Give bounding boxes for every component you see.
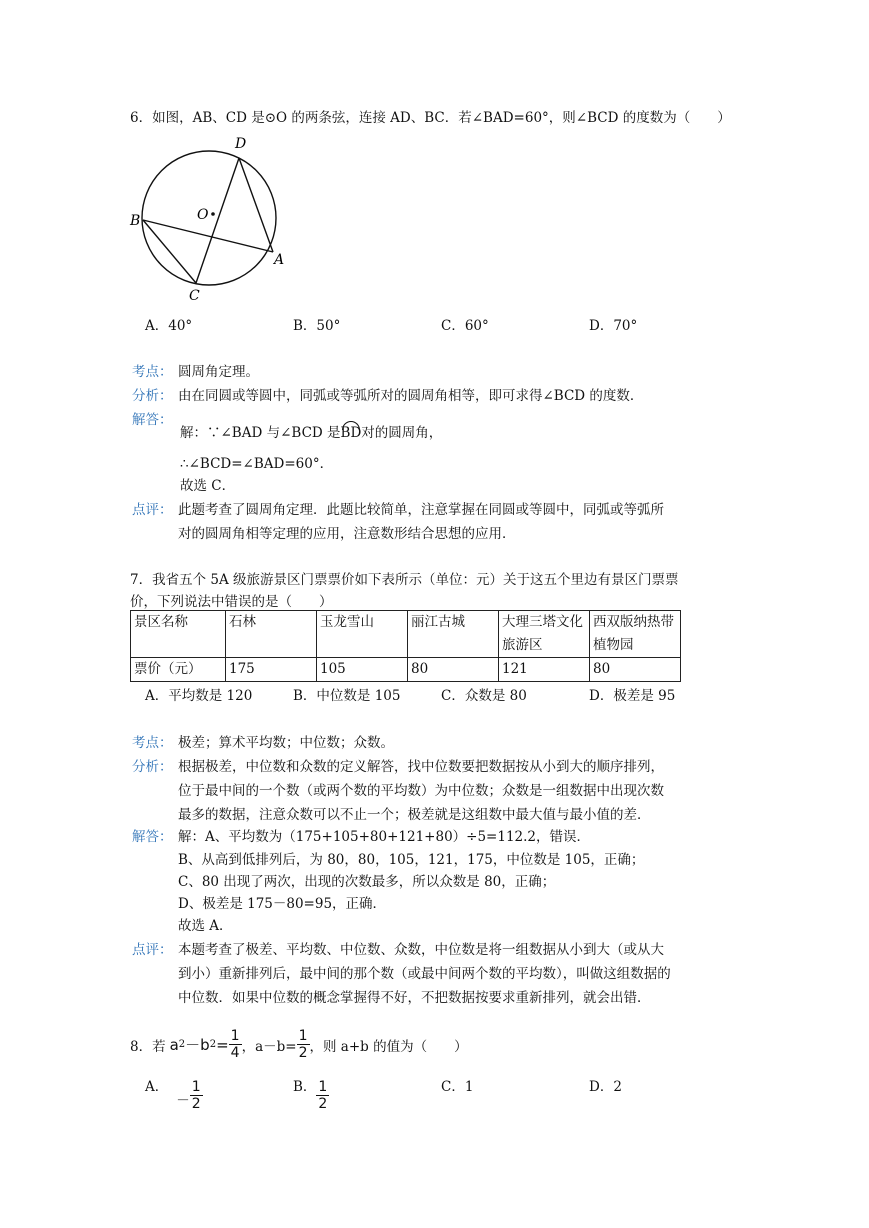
label-a: A: [274, 252, 285, 268]
table-cell: 121: [499, 658, 590, 682]
fraction-one-half: $\frac{1}{2}$: [298, 1028, 308, 1061]
q6-kaodian: 圆周角定理。: [178, 364, 259, 380]
q7-jieda-line2: B、从高到低排列后，为 80，80，105，121，175，中位数是 105，正确；: [178, 852, 645, 868]
price-table: [130, 610, 681, 682]
fraction-option-a: $\frac{1}{2}$: [191, 1079, 201, 1112]
q7-dianping-line2: 到小）重新排列后，最中间的那个数（或最中间两个数的平均数），叫做这组数据的: [178, 966, 671, 982]
q7-jieda-line1: 解：A、平均数为（175+105+80+121+80）÷5=112.2，错误．: [178, 829, 591, 845]
label-b: B: [130, 213, 141, 229]
label-d: D: [235, 136, 247, 152]
q8-option-a[interactable]: A． － $\frac{1}{2}$: [145, 1079, 201, 1112]
q7-option-d[interactable]: D．极差是 95: [589, 688, 676, 704]
arc-bd: BD: [340, 425, 362, 441]
q7-stem-line2: 价，下列说法中错误的是（ ）: [130, 594, 333, 610]
q7-jieda-line5: 故选 A．: [178, 918, 233, 934]
q8-stem: 8．若 a 2 －b 2 = $\frac{1}{4}$ ，a－b= $\frac{1}{2}$ ，则 a+b 的值为（ ）: [130, 1028, 468, 1061]
table-row: [131, 658, 681, 682]
q6-dianping-line1: 此题考查了圆周角定理．此题比较简单，注意掌握在同圆或等圆中，同弧或等弧所: [178, 502, 664, 518]
q6-dianping-line2: 对的圆周角相等定理的应用，注意数形结合思想的应用．: [178, 526, 516, 542]
q6-option-a[interactable]: A．40°: [145, 318, 193, 334]
q7-dianping-line3: 中位数．如果中位数的概念掌握得不好，不把数据按要求重新排列，就会出错．: [178, 990, 651, 1006]
q7-option-b[interactable]: B．中位数是 105: [293, 688, 401, 704]
q7-stem-line1: 7．我省五个 5A 级旅游景区门票票价如下表所示（单位：元）关于这五个里边有景区门票票: [130, 572, 679, 588]
q6-jieda-line3: 故选 C．: [180, 478, 236, 494]
q6-stem: 6．如图，AB、CD 是⊙O 的两条弦，连接 AD、BC．若∠BAD=60°，则∠BCD 的度数为（ ）: [130, 110, 731, 126]
q6-dianping-label: 点评：: [132, 502, 173, 518]
q6-option-c[interactable]: C．60°: [441, 318, 489, 334]
q7-jieda-line4: D、极差是 175－80=95，正确．: [178, 896, 387, 912]
center-point: [211, 212, 215, 216]
q7-kaodian-label: 考点：: [132, 735, 173, 751]
q7-option-a[interactable]: A．平均数是 120: [145, 688, 253, 704]
table-header-row: [131, 611, 681, 658]
table-cell: 175: [226, 658, 317, 682]
table-cell: 景区名称: [131, 611, 226, 658]
label-c: C: [189, 288, 200, 304]
fraction-option-b: $\frac{1}{2}$: [318, 1079, 328, 1112]
circle-figure: [125, 132, 285, 302]
table-cell: 西双版纳热带植物园: [590, 611, 681, 658]
q6-option-b[interactable]: B．50°: [293, 318, 341, 334]
table-cell: 石林: [226, 611, 317, 658]
q6-kaodian-label: 考点：: [132, 364, 173, 380]
q6-option-d[interactable]: D．70°: [589, 318, 638, 334]
q7-option-c[interactable]: C．众数是 80: [441, 688, 527, 704]
q6-jieda-label: 解答：: [132, 412, 173, 428]
q7-fenxi-line2: 位于最中间的一个数（或两个数的平均数）为中位数；众数是一组数据中出现次数: [178, 783, 664, 799]
q7-dianping-line1: 本题考查了极差、平均数、中位数、众数，中位数是将一组数据从小到大（或从大: [178, 942, 664, 958]
q8-option-d[interactable]: D．2: [589, 1079, 622, 1095]
table-cell: 80: [408, 658, 499, 682]
q8-option-b[interactable]: B． $\frac{1}{2}$: [293, 1079, 328, 1112]
q6-jieda-line2: ∴∠BCD=∠BAD=60°．: [180, 456, 334, 472]
segment-ad: [239, 158, 273, 252]
q7-dianping-label: 点评：: [132, 942, 173, 958]
circle-o: [142, 151, 276, 285]
label-o: O: [197, 207, 209, 223]
q6-fenxi-label: 分析：: [132, 388, 173, 404]
q8-option-c[interactable]: C．1: [441, 1079, 474, 1095]
q7-fenxi-label: 分析：: [132, 759, 173, 775]
table-cell: 105: [317, 658, 408, 682]
q7-fenxi-line3: 最多的数据，注意众数可以不止一个；极差就是这组数中最大值与最小值的差．: [178, 807, 651, 823]
table-cell: 丽江古城: [408, 611, 499, 658]
fraction-one-quarter: $\frac{1}{4}$: [230, 1028, 240, 1061]
q6-fenxi: 由在同圆或等圆中，同弧或等弧所对的圆周角相等，即可求得∠BCD 的度数．: [178, 388, 644, 404]
table-cell: 票价（元）: [131, 658, 226, 682]
q7-jieda-line3: C、80 出现了两次，出现的次数最多，所以众数是 80，正确；: [178, 874, 556, 890]
q7-fenxi-line1: 根据极差，中位数和众数的定义解答，找中位数要把数据按从小到大的顺序排列，: [178, 759, 664, 775]
table-cell: 80: [590, 658, 681, 682]
q7-kaodian: 极差；算术平均数；中位数；众数。: [178, 735, 394, 751]
table-cell: 大理三塔文化旅游区: [499, 611, 590, 658]
table-cell: 玉龙雪山: [317, 611, 408, 658]
q7-jieda-label: 解答：: [132, 829, 173, 845]
q6-jieda-line1: 解：∵∠BAD 与∠BCD 是BD对的圆周角，: [180, 425, 443, 441]
